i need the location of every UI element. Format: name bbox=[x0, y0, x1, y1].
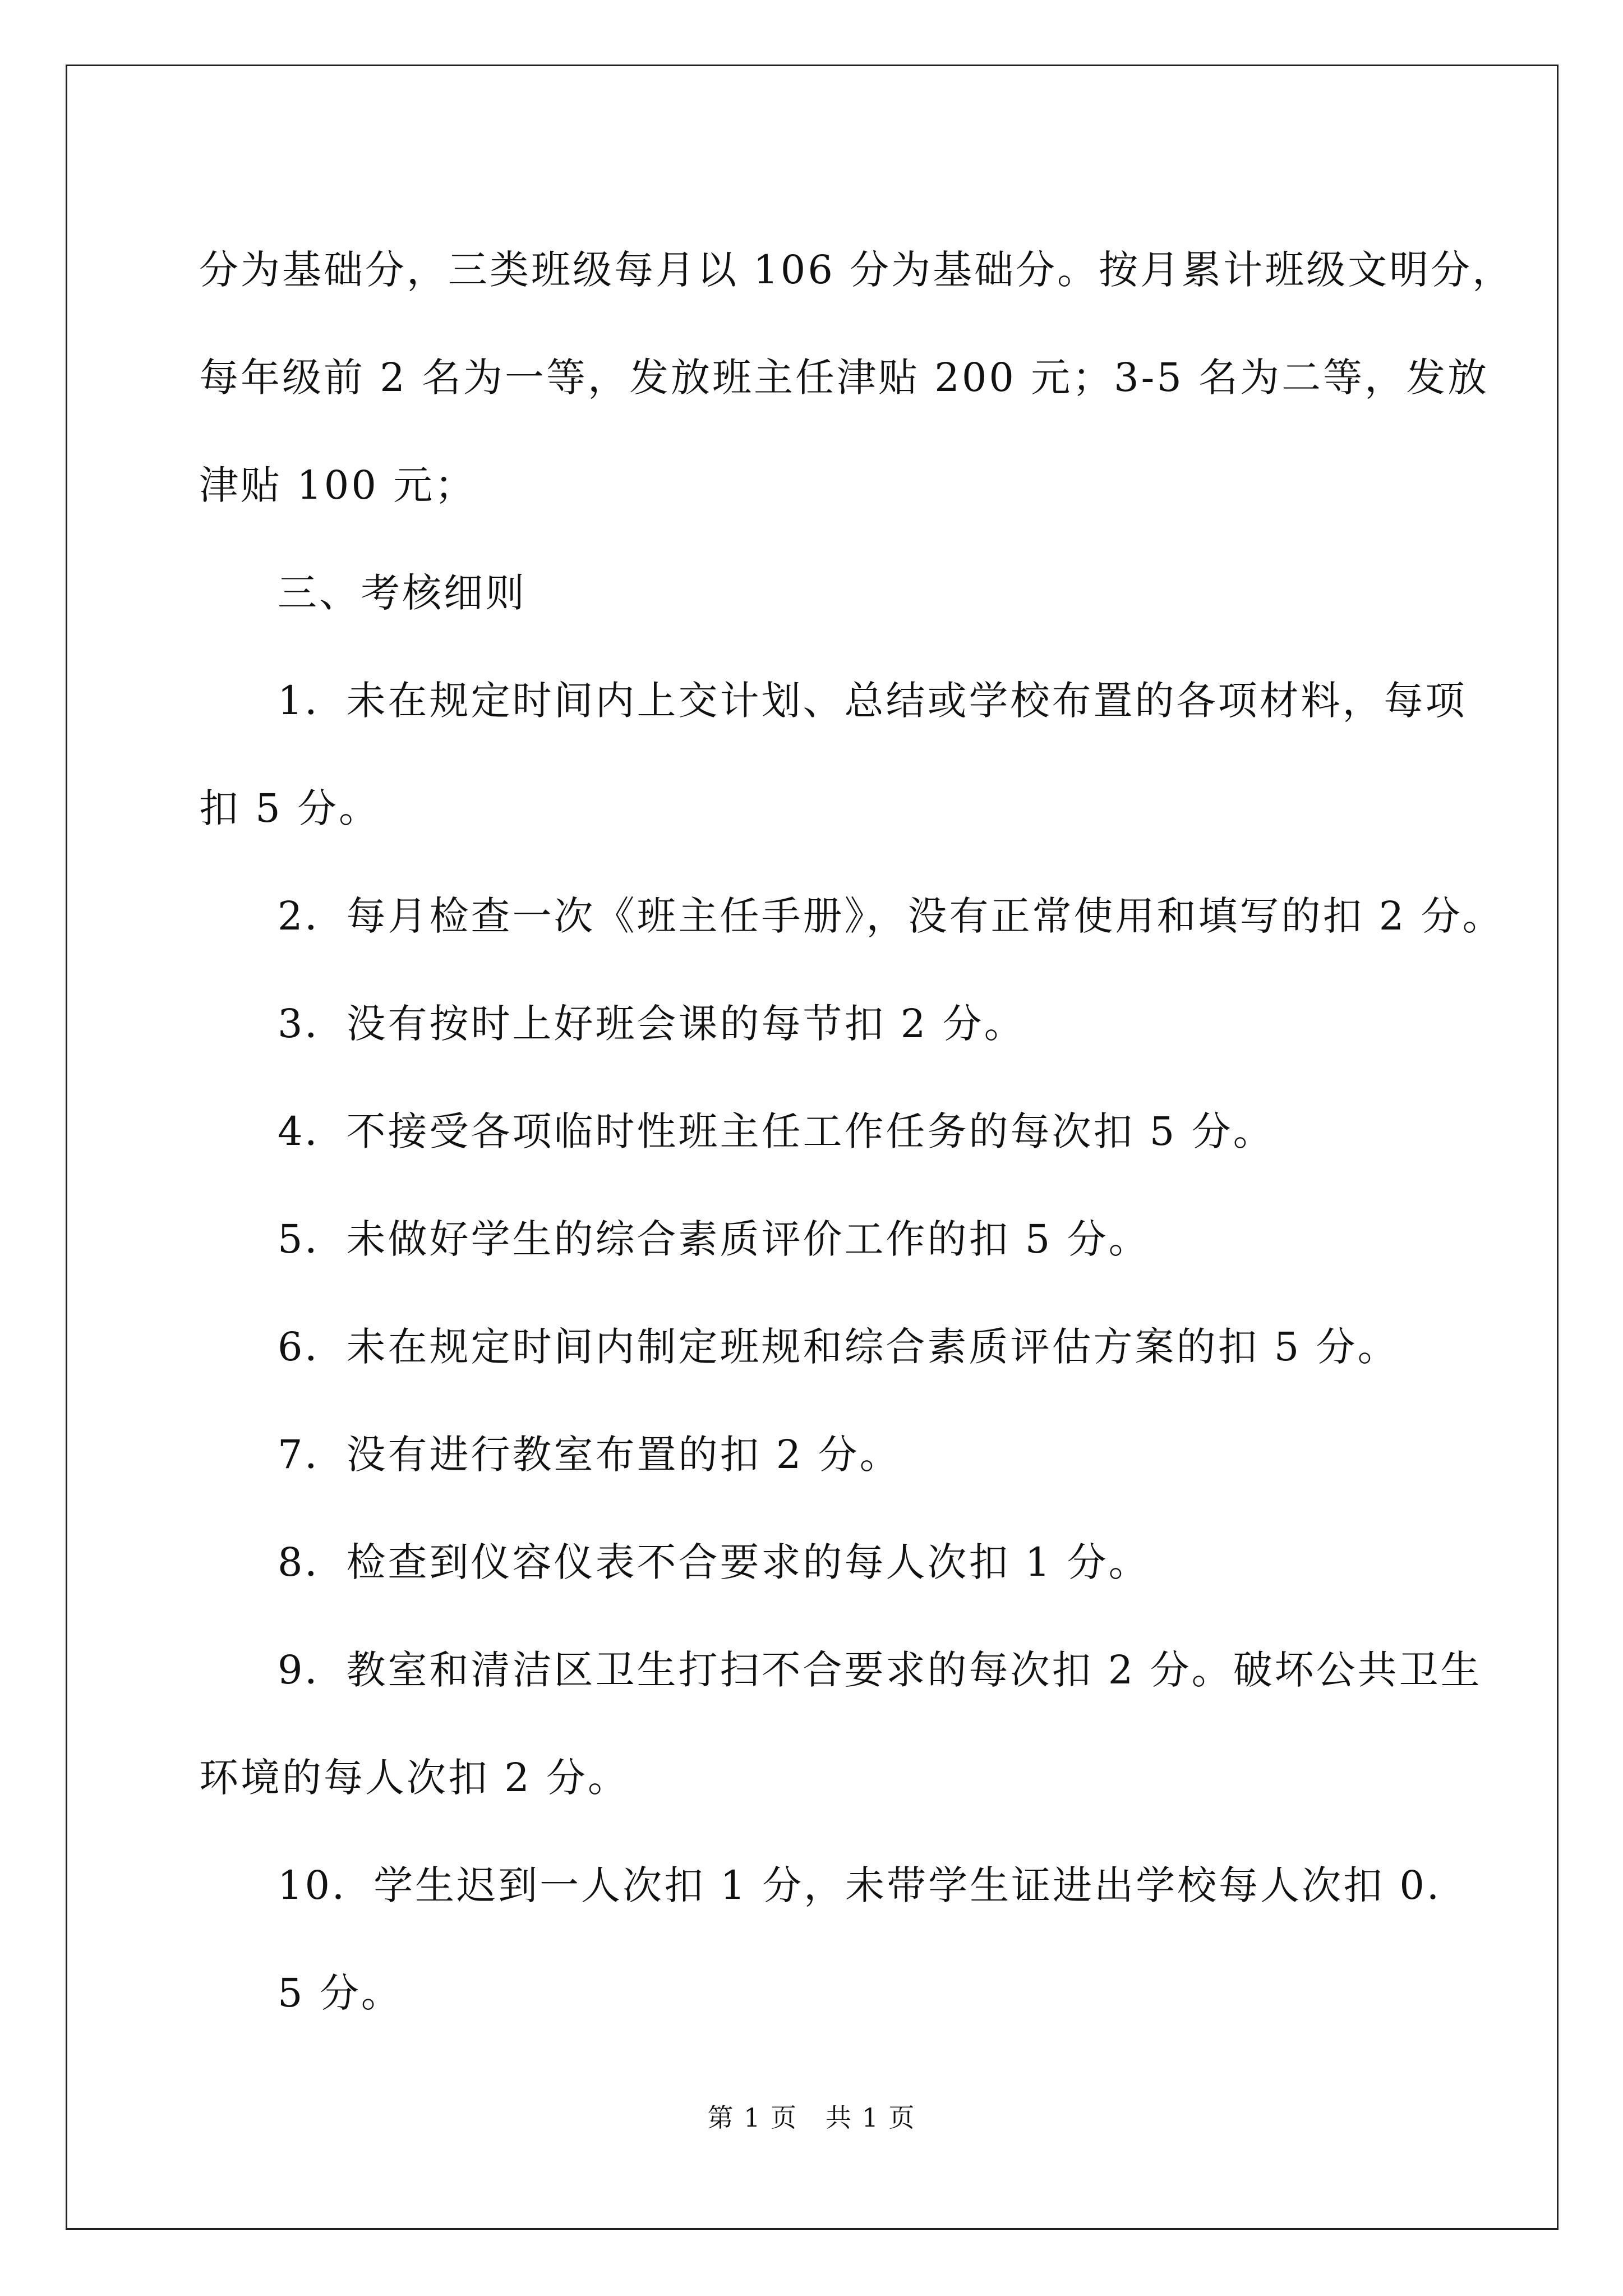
rule-item: 9．教室和清洁区卫生打扫不合要求的每次扣 2 分。破坏公共卫生 bbox=[278, 1647, 1482, 1693]
text-line: 分为基础分，三类班级每月以 106 分为基础分。按月累计班级文明分， bbox=[199, 247, 1514, 293]
rule-item-continuation: 扣 5 分。 bbox=[199, 785, 381, 831]
page-total: 共 1 页 bbox=[826, 2102, 916, 2133]
document-body bbox=[199, 216, 1514, 2047]
rule-item: 7．没有进行教室布置的扣 2 分。 bbox=[278, 1432, 901, 1478]
rule-item: 6．未在规定时间内制定班规和综合素质评估方案的扣 5 分。 bbox=[278, 1324, 1399, 1370]
rule-item: 10．学生迟到一人次扣 1 分，未带学生证进出学校每人次扣 0. bbox=[278, 1862, 1442, 1908]
rule-item: 2．每月检查一次《班主任手册》，没有正常使用和填写的扣 2 分。 bbox=[278, 893, 1504, 939]
section-heading: 三、考核细则 bbox=[278, 570, 527, 616]
rule-item-continuation: 5 分。 bbox=[278, 1970, 403, 2016]
page-number: 第 1 页 bbox=[707, 2102, 797, 2133]
text-line: 津贴 100 元； bbox=[199, 462, 477, 508]
page-footer bbox=[0, 2101, 1623, 2134]
rule-item: 1．未在规定时间内上交计划、总结或学校布置的各项材料，每项 bbox=[278, 678, 1467, 724]
text-line: 每年级前 2 名为一等，发放班主任津贴 200 元；3-5 名为二等，发放 bbox=[199, 355, 1490, 401]
rule-item-continuation: 环境的每人次扣 2 分。 bbox=[199, 1755, 630, 1801]
rule-item: 5．未做好学生的综合素质评价工作的扣 5 分。 bbox=[278, 1216, 1150, 1262]
rule-item: 4．不接受各项临时性班主任工作任务的每次扣 5 分。 bbox=[278, 1108, 1275, 1154]
rule-item: 8．检查到仪容仪表不合要求的每人次扣 1 分。 bbox=[278, 1539, 1150, 1585]
rule-item: 3．没有按时上好班会课的每节扣 2 分。 bbox=[278, 1001, 1026, 1047]
